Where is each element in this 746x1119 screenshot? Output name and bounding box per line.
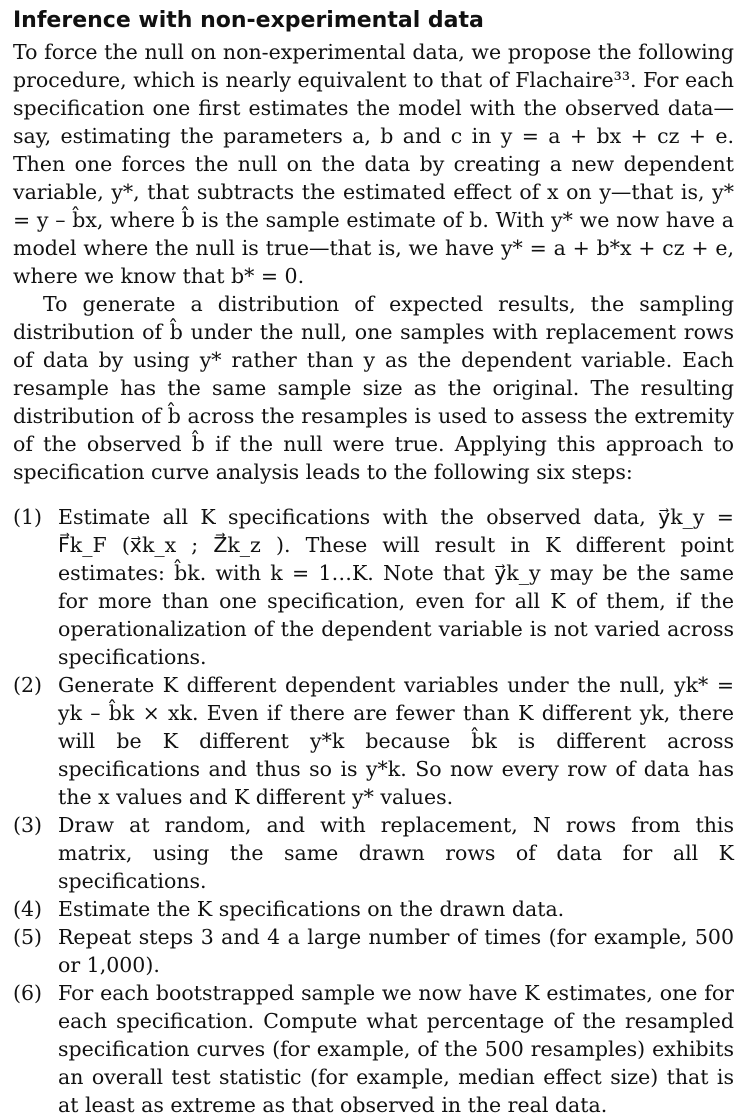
- step-text: Repeat steps 3 and 4 a large number of times (for example, 500 or 1,000).: [58, 925, 734, 977]
- step-text: Estimate all K specifications with the observed data, y⃗k_y = F⃗k_F (x⃗k_x ; Z⃗k_z ). These will result in K different point estimates: b̂k. with k = 1…K. Note that y⃗k_y may be the same for more than one specification, even for all K of them, if the operationalization of the dependent variable is not varied across specifications.: [58, 505, 734, 669]
- list-item: [13, 979, 734, 1119]
- section-heading: Inference with non-experimental data: [13, 8, 484, 33]
- list-item: [13, 923, 734, 979]
- step-number: (1): [13, 505, 43, 529]
- steps-list: [13, 503, 734, 1119]
- list-item: [13, 671, 734, 811]
- list-item: [13, 503, 734, 671]
- list-item: [13, 895, 734, 923]
- step-text: For each bootstrapped sample we now have K estimates, one for each specification. Compute what percentage of the resampled specification curves (for example, of the 500 resamples) exhibits an overall test statistic (for example, median effect size) that is at least as extreme as that observed in the real data.: [58, 981, 734, 1117]
- paragraph-2: To generate a distribution of expected results, the sampling distribution of b̂ under the null, one samples with replacement rows of data by using y* rather than y as the dependent variable. Each resample has the same sample size as the original. The resulting distribution of b̂ across the resamples is used to assess the extremity of the observed b̂ if the null were true. Applying this approach to specification curve analysis leads to the following six steps:: [13, 292, 734, 484]
- step-number: (3): [13, 813, 43, 837]
- list-item: [13, 811, 734, 895]
- step-text: Draw at random, and with replacement, N rows from this matrix, using the same drawn rows of data for all K specifications.: [58, 813, 734, 893]
- step-text: Generate K different dependent variables under the null, yk* = yk – b̂k × xk. Even if there are fewer than K different yk, there will be K different y*k because b̂k is different across specifications and thus so is y*k. So now every row of data has the x values and K different y* values.: [58, 673, 734, 809]
- step-number: (5): [13, 925, 43, 949]
- step-number: (2): [13, 673, 43, 697]
- step-text: Estimate the K specifications on the drawn data.: [58, 897, 565, 921]
- step-number: (6): [13, 981, 43, 1005]
- step-number: (4): [13, 897, 43, 921]
- paragraph-1: To force the null on non-experimental data, we propose the following procedure, which is nearly equivalent to that of Flachaire³³. For each specification one first estimates the model with the observed data—say, estimating the parameters a, b and c in y = a + bx + cz + e. Then one forces the null on the data by creating a new dependent variable, y*, that subtracts the estimated effect of x on y—that is, y* = y – b̂x, where b̂ is the sample estimate of b. With y* we now have a model where the null is true—that is, we have y* = a + b*x + cz + e, where we know that b* = 0.: [13, 40, 734, 288]
